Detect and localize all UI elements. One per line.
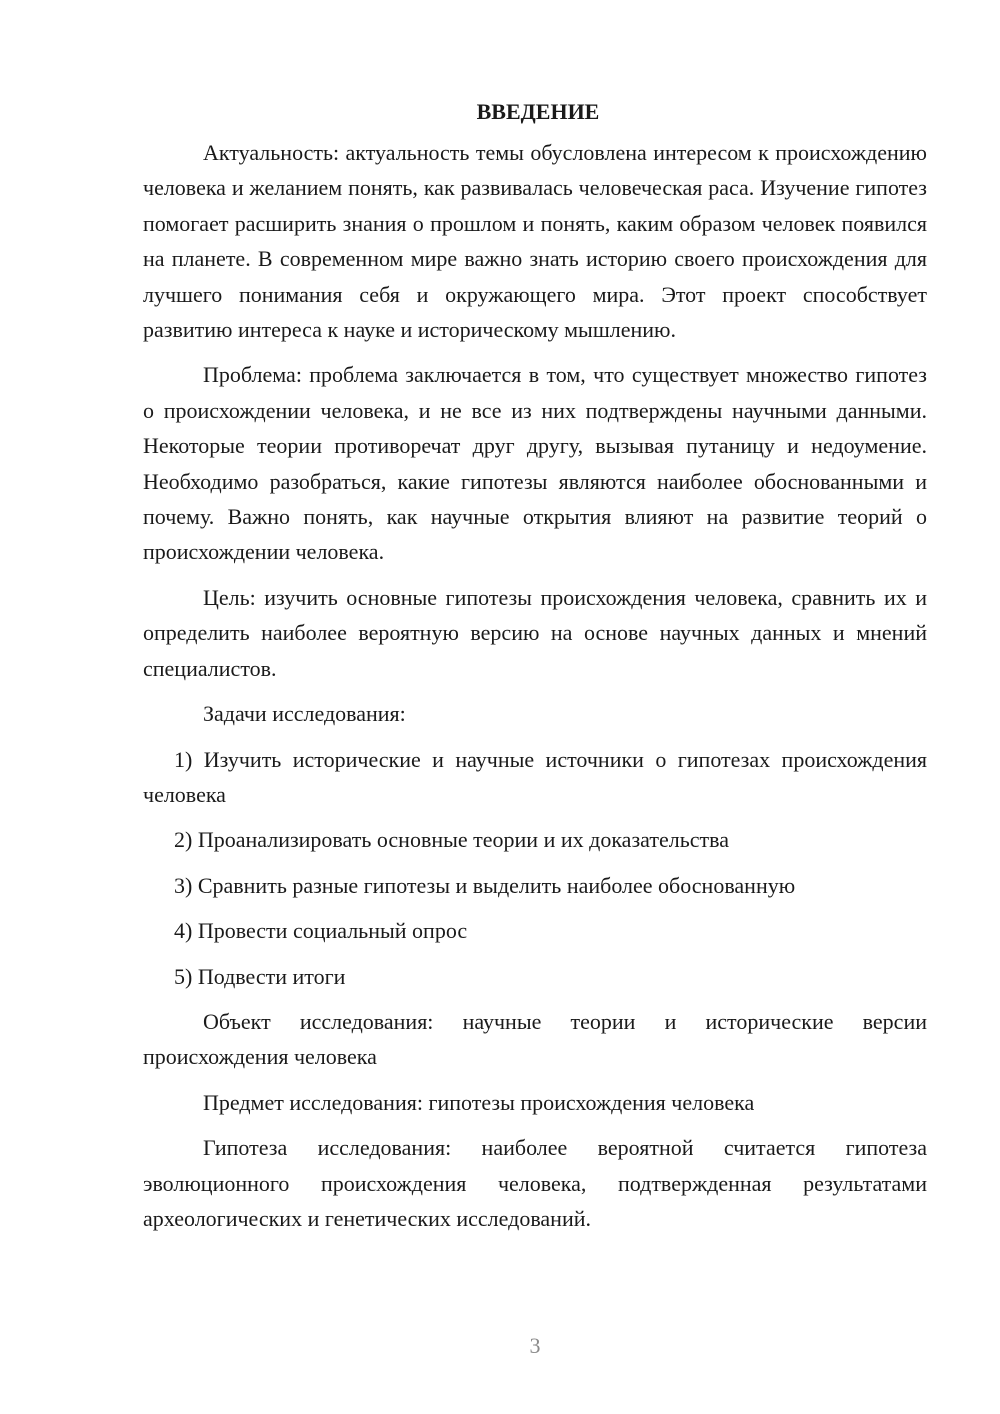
- relevance-paragraph: Актуальность: актуальность темы обусловлена интересом к происхождению человека и желанием понять, как развивалась человеческая раса. Изучение гипотез помогает расширить знания о прошлом и понять, каким образом человек появился на планете. В современном мире важно знать историю своего происхождения для лучшего понимания себя и окружающего мира. Этот проект способствует развитию интереса к науке и историческому мышлению.: [143, 140, 927, 343]
- section-title: ВВЕДЕНИЕ: [476, 99, 600, 124]
- page-number: 3: [529, 1333, 541, 1358]
- problem-paragraph: Проблема: проблема заключается в том, что существует множество гипотез о происхождении человека, и не все из них подтверждены научными данными. Некоторые теории противоречат друг другу, вызывая путаницу и недоумение. Необходимо разобраться, какие гипотезы являются наиболее обоснованными и почему. Важно понять, как научные открытия влияют на развитие теорий о происхождении человека.: [143, 362, 927, 565]
- list-item: 5) Подвести итоги: [174, 963, 346, 989]
- list-item: 3) Сравнить разные гипотезы и выделить наиболее обоснованную: [174, 872, 796, 898]
- tasks-heading: Задачи исследования:: [203, 701, 406, 727]
- hypothesis-paragraph: Гипотеза исследования: наиболее вероятной считается гипотеза эволюционного происхождения человека, подтвержденная результатами археологических и генетических исследований.: [143, 1135, 927, 1231]
- page-content: [143, 94, 927, 1246]
- goal-paragraph: Цель: изучить основные гипотезы происхождения человека, сравнить их и определить наиболее вероятную версию на основе научных данных и мнений специалистов.: [143, 584, 927, 681]
- list-item: 2) Проанализировать основные теории и их доказательства: [174, 827, 729, 853]
- subject-paragraph: Предмет исследования: гипотезы происхождения человека: [203, 1089, 755, 1115]
- list-item: 1) Изучить исторические и научные источники о гипотезах происхождения человека: [143, 746, 927, 807]
- tasks-list: [143, 742, 927, 994]
- object-paragraph: Объект исследования: научные теории и исторические версии происхождения человека: [143, 1008, 927, 1070]
- list-item: 4) Провести социальный опрос: [174, 918, 468, 944]
